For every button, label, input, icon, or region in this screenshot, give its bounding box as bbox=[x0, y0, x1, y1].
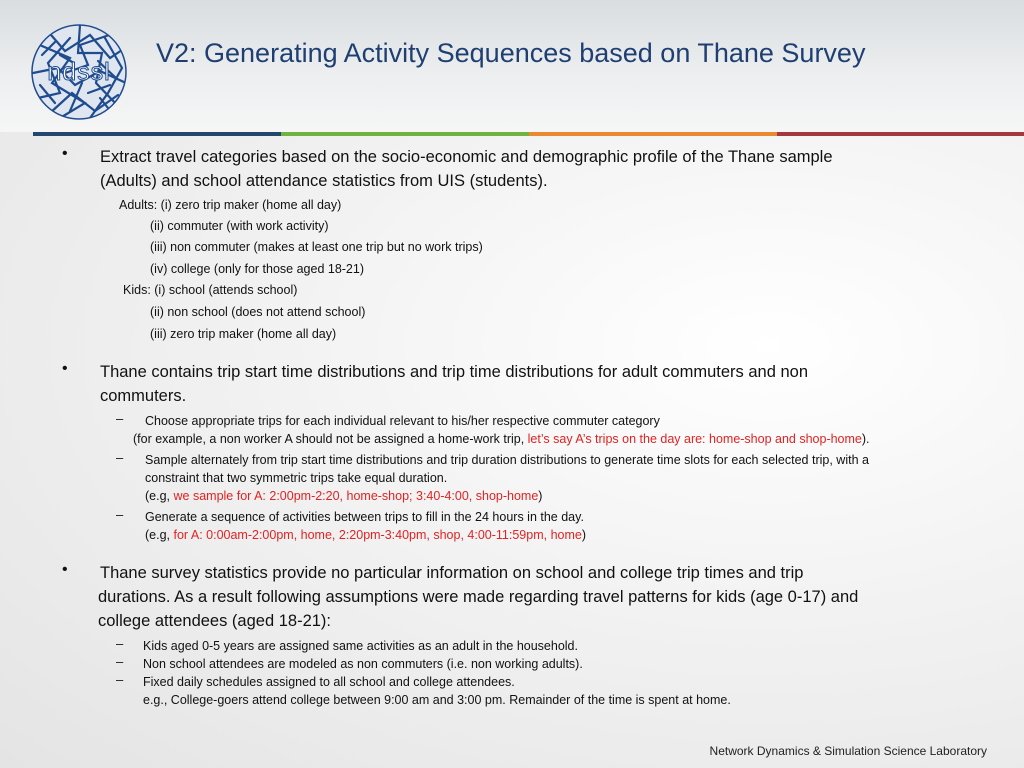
sub1-line1: Choose appropriate trips for each individual relevant to his/her respective commuter category bbox=[145, 414, 660, 428]
dash-icon: – bbox=[116, 507, 124, 522]
section3-line3: college attendees (aged 18-21): bbox=[98, 612, 331, 630]
sub2-line3-post: ) bbox=[538, 489, 543, 503]
sub1-highlight: let’s say A’s trips on the day are: home-shop and shop-home bbox=[527, 432, 862, 446]
dash-icon: – bbox=[116, 450, 124, 465]
sub3-highlight: for A: 0:00am-2:00pm, home, 2:20pm-3:40pm, shop, 4:00-11:59pm, home bbox=[173, 528, 582, 542]
rule-segment-red bbox=[777, 132, 1024, 136]
sub3-line1: Generate a sequence of activities between trips to fill in the 24 hours in the day. bbox=[145, 510, 584, 524]
section2-line1: Thane contains trip start time distributions and trip time distributions for adult commuters and non bbox=[100, 363, 809, 381]
assumption-item: Fixed daily schedules assigned to all school and college attendees. bbox=[143, 675, 515, 689]
section3-line1: Thane survey statistics provide no particular information on school and college trip times and trip bbox=[100, 564, 804, 582]
section2-line2: commuters. bbox=[100, 387, 187, 405]
rule-segment-green bbox=[281, 132, 529, 136]
section3-line2: durations. As a result following assumptions were made regarding travel patterns for kids (age 0-17) and bbox=[98, 588, 859, 606]
footer-lab-name: Network Dynamics & Simulation Science Laboratory bbox=[709, 744, 987, 758]
kid-item: (ii) non school (does not attend school) bbox=[150, 305, 366, 319]
bullet-icon: • bbox=[62, 145, 68, 162]
adult-item: (iii) non commuter (makes at least one trip but no work trips) bbox=[150, 240, 483, 254]
dash-icon: – bbox=[116, 636, 124, 651]
slide-title: V2: Generating Activity Sequences based on Thane Survey bbox=[156, 38, 866, 68]
sub3-line2-post: ) bbox=[581, 528, 587, 542]
kid-item: (iii) zero trip maker (home all day) bbox=[150, 327, 337, 341]
sub1-line2-post: ). bbox=[861, 432, 870, 446]
sub2-line3-pre: (e.g, bbox=[145, 489, 174, 503]
assumption-item: Kids aged 0-5 years are assigned same activities as an adult in the household. bbox=[143, 639, 578, 653]
adult-item: (ii) commuter (with work activity) bbox=[150, 219, 329, 233]
bullet-icon: • bbox=[62, 561, 68, 578]
adult-item: (iv) college (only for those aged 18-21) bbox=[150, 262, 365, 276]
dash-icon: – bbox=[116, 672, 124, 687]
section1-line2: (Adults) and school attendance statistics from UIS (students). bbox=[100, 172, 548, 190]
dash-icon: – bbox=[116, 411, 124, 426]
sub2-line1: Sample alternately from trip start time distributions and trip duration distributions to generate time slots for each selected trip, with a bbox=[145, 453, 869, 467]
section1-line1: Extract travel categories based on the socio-economic and demographic profile of the Thane sample bbox=[100, 148, 833, 166]
ndssl-logo bbox=[30, 23, 128, 121]
sub2-highlight: we sample for A: 2:00pm-2:20, home-shop; 3:40-4:00, shop-home bbox=[173, 489, 539, 503]
sub1-line2 bbox=[133, 430, 870, 448]
bullet-icon: • bbox=[62, 360, 68, 377]
sub2-line2: constraint that two symmetric trips take equal duration. bbox=[145, 471, 448, 485]
sub3-line2-pre: (e.g, bbox=[145, 528, 174, 542]
rule-segment-orange bbox=[529, 132, 777, 136]
dash-icon: – bbox=[116, 654, 124, 669]
sub2-line3 bbox=[145, 487, 542, 505]
kids-label: Kids: (i) school (attends school) bbox=[123, 283, 298, 297]
adults-label: Adults: (i) zero trip maker (home all day) bbox=[119, 198, 342, 212]
rule-segment-blue bbox=[33, 132, 281, 136]
sub1-line2-pre: (for example, a non worker A should not be assigned a home-work trip, bbox=[133, 432, 528, 446]
sub3-line2 bbox=[145, 526, 586, 544]
logo-text: ndssl bbox=[47, 58, 111, 86]
assumption-example: e.g., College-goers attend college between 9:00 am and 3:00 pm. Remainder of the time is spent at home. bbox=[143, 693, 731, 707]
assumption-item: Non school attendees are modeled as non commuters (i.e. non working adults). bbox=[143, 657, 583, 671]
